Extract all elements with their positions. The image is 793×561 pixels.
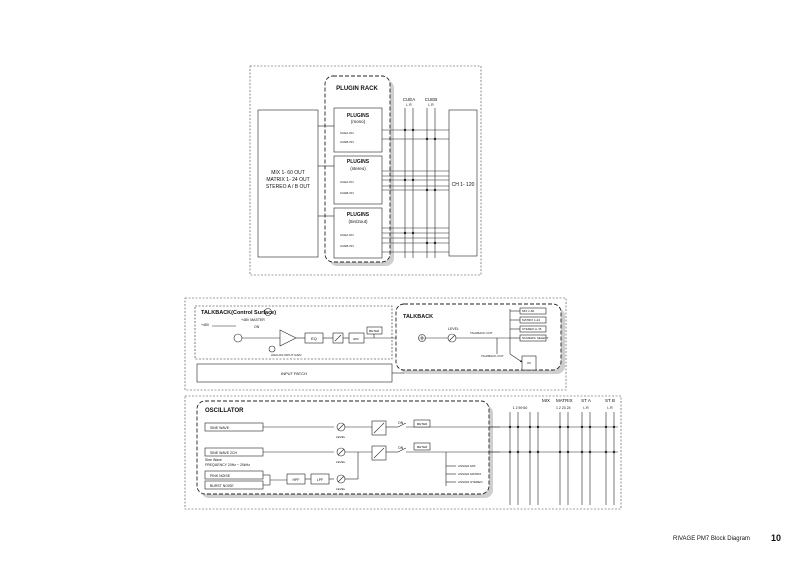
plugin-output-label: CH 1- 120: [451, 182, 475, 188]
bus-junction: [537, 426, 539, 428]
osc-level-label-3: LEVEL: [336, 487, 346, 491]
cueb-junction: [426, 138, 428, 140]
plugin-stereo-title: PLUGINS: [346, 159, 370, 165]
bus-junction: [589, 451, 591, 453]
osc-level-label-2: LEVEL: [336, 460, 346, 464]
bus-junction: [517, 451, 519, 453]
plugin-input-line-3: STEREO A / B OUT: [265, 184, 311, 190]
bus-junction: [509, 451, 511, 453]
osc-assign-label: ASSIGN STEREO: [458, 480, 483, 485]
footer-title: RIVAGE PM7 Block Diagram: [673, 536, 750, 542]
talkback-dest-label: MIX 1-60: [522, 309, 535, 314]
oscillator-title: OSCILLATOR: [205, 408, 244, 414]
bus-junction: [567, 426, 569, 428]
osc-assign-label: ASSIGN MIX: [458, 464, 476, 469]
osc-sine2ch-label: SINE WAVE 2CH: [210, 451, 238, 455]
talkback-section: [185, 298, 566, 390]
osc-pink-label: PINK NOISE: [210, 474, 231, 478]
plugin-stereo-cueb-on: CUEB ON: [340, 191, 354, 195]
bus-junction: [581, 426, 583, 428]
cuea-junction: [404, 129, 406, 131]
bus-junction: [589, 426, 591, 428]
bus-sta-label: ST A: [581, 398, 591, 403]
plugin-5in2-cueb-on: CUEB ON: [340, 244, 354, 248]
bus-mix-label: MIX: [541, 398, 551, 403]
bus-grid: [489, 412, 618, 505]
bus-stb-label: ST B: [605, 398, 615, 403]
bus-junction: [567, 451, 569, 453]
bus-junction: [509, 426, 511, 428]
cuea-bus-label: CUEA: [402, 97, 416, 102]
cueb-junction: [434, 138, 436, 140]
osc-burst-label: BURST NOISE: [210, 484, 234, 488]
bus-stb-lr: L R: [607, 406, 613, 410]
bus-junction: [581, 451, 583, 453]
bus-mix-nums: 1 2 59 60: [512, 406, 528, 410]
cuea-junction: [404, 179, 406, 181]
cueb-junction: [434, 242, 436, 244]
talkback-on-label: ON: [254, 325, 260, 329]
bus-junction: [517, 426, 519, 428]
plugin-section: [250, 66, 481, 275]
talkback-level-label: LEVEL: [448, 327, 459, 331]
osc-level-label-1: LEVEL: [336, 435, 346, 439]
osc-meter-label-1: METER: [416, 422, 428, 426]
cuea-junction: [412, 179, 414, 181]
osc-assign-label: ASSIGN MATRIX: [458, 472, 482, 477]
talkback-out-label-2: TALKBACK OUT: [481, 354, 504, 358]
talkback-dest-label: STEREO A / B: [522, 327, 542, 332]
bus-sta-lr: L R: [583, 406, 589, 410]
plugin-stereo-sub: (stereo): [350, 166, 366, 171]
bus-matrix-nums: 1 2 23 24: [556, 406, 571, 410]
plugin-mono-title: PLUGINS: [346, 113, 370, 119]
page-number: 10: [771, 533, 782, 543]
plugin-input-line-2: MATRIX 1- 24 OUT: [266, 177, 310, 183]
talkback-dest-label: MATRIX 1-24: [522, 318, 540, 323]
talkback-input-patch-label: INPUT PATCH: [280, 371, 308, 376]
osc-sine-label: SINE WAVE: [210, 426, 230, 430]
bus-junction: [529, 451, 531, 453]
plugin-stereo-cuea-on: CUEA ON: [340, 180, 354, 184]
talkback-meter-label: METER: [368, 329, 380, 333]
plugin-rack-title: PLUGIN RACK: [336, 86, 378, 92]
cuea-lr-label: L R: [406, 103, 412, 107]
bus-junction: [559, 426, 561, 428]
osc-frequency-label: FREQUENCY 20Hz ~ 20kHz: [205, 463, 250, 467]
talkback-eq-label: EQ: [311, 336, 317, 341]
cuea-junction: [412, 232, 414, 234]
bus-junction: [537, 451, 539, 453]
plugin-input-line-1: MIX 1- 60 OUT: [271, 170, 305, 176]
osc-meter-label-2: METER: [416, 445, 428, 449]
bus-junction: [613, 426, 615, 428]
oscillator-section: [185, 396, 621, 509]
bus-junction: [613, 451, 615, 453]
osc-sweep-label: Sine Wave: [205, 458, 222, 462]
osc-on-label-1: ON: [398, 421, 404, 425]
talkback-title: TALKBACK: [403, 314, 434, 320]
osc-lpf-label: LPF: [316, 478, 324, 482]
cuea-junction: [404, 232, 406, 234]
talkback-48v-label: +48V: [201, 323, 210, 327]
talkback-phantom-label: +48V MASTER: [241, 318, 265, 322]
bus-junction: [605, 426, 607, 428]
talkback-gain-label: ANALOG INPUT GAIN: [271, 353, 302, 357]
cueb-junction: [434, 189, 436, 191]
plugin-5in2-title: PLUGINS: [346, 212, 370, 218]
plugin-mono-cueb-on: CUEB ON: [340, 140, 354, 144]
plugin-mono-cuea-on: CUEA ON: [340, 131, 354, 135]
osc-hpf-label: HPF: [292, 478, 300, 482]
bus-junction: [559, 451, 561, 453]
plugin-5in2-sub: (5in/2out): [348, 219, 368, 224]
bus-matrix-label: MATRIX: [556, 398, 573, 403]
bus-junction: [605, 451, 607, 453]
cueb-lr-label: L R: [428, 103, 434, 107]
talkback-surface-title: TALKBACK(Control Surface): [201, 310, 277, 316]
cueb-junction: [426, 189, 428, 191]
talkback-dest-label: NUMERIC SELECT: [522, 336, 549, 341]
plugin-5in2-cuea-on: CUEA ON: [340, 233, 354, 237]
plugin-mono-sub: (mono): [350, 119, 366, 124]
talkback-out-label: TALKBACK OUT: [470, 331, 493, 335]
cue-bus-lines: [405, 108, 435, 258]
bus-junction: [529, 426, 531, 428]
osc-on-label-2: ON: [398, 446, 404, 450]
talkback-io-label: I/O: [526, 361, 532, 365]
cueb-junction: [426, 242, 428, 244]
cuea-junction: [412, 129, 414, 131]
talkback-hpf-label: HPF: [353, 337, 359, 341]
cueb-bus-label: CUEB: [424, 97, 438, 102]
